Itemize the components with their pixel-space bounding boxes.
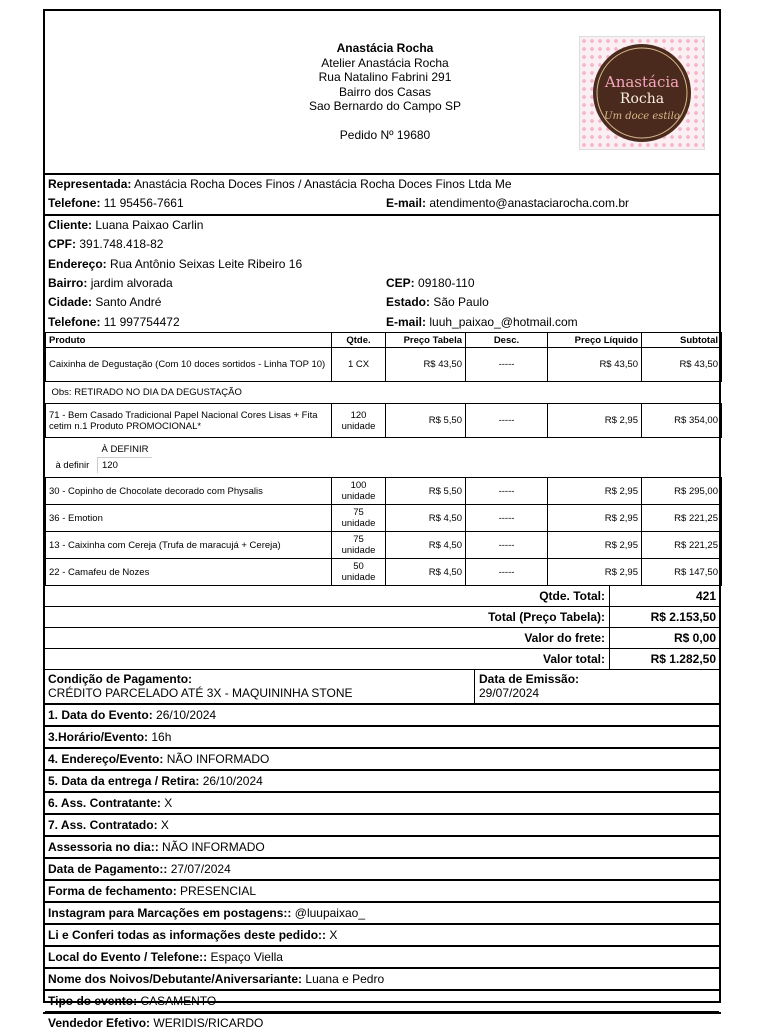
item-qty: 75 unidade [332,505,386,532]
detail-row [45,903,719,925]
total-table-label: Total (Preço Tabela): [45,607,610,627]
client-city: Santo André [95,295,162,310]
item-price: R$ 4,50 [386,505,466,532]
item-net: R$ 2,95 [548,532,642,559]
detail-value: X [160,818,169,833]
client-address: Rua Antônio Seixas Leite Ribeiro 16 [110,256,303,271]
detail-value: Luana e Pedro [305,972,385,987]
col-header-product: Produto [46,333,332,348]
brand-logo [579,36,705,150]
col-header-qty: Qtde. [332,333,386,348]
event-details-section [45,705,719,1033]
item-discount: ----- [466,559,548,586]
table-row [46,348,722,382]
detail-value: X [164,796,173,811]
client-section [45,214,719,332]
client-cep-label: CEP: [386,275,415,290]
item-product: 13 - Caixinha com Cereja (Trufa de maracujá + Cereja) [46,532,332,559]
table-header-row [46,333,722,348]
detail-label: Tipo do evento: [48,994,138,1009]
client-phone-label: Telefone: [48,314,101,329]
detail-label: Forma de fechamento: [48,884,177,899]
company-street: Rua Natalino Fabrini 291 [318,70,452,85]
detail-label: Local do Evento / Telefone:: [48,950,208,965]
item-subtotal: R$ 221,25 [642,532,722,559]
detail-row [45,991,719,1013]
detail-value: PRESENCIAL [180,884,257,899]
table-row [46,559,722,586]
item-discount: ----- [466,478,548,505]
item-net: R$ 2,95 [548,559,642,586]
client-phone: 11 997754472 [103,314,180,329]
freight-value: R$ 0,00 [673,631,716,646]
detail-value: 26/10/2024 [202,774,263,789]
item-price: R$ 4,50 [386,559,466,586]
total-table: R$ 2.153,50 [650,610,716,625]
detail-label: Data de Pagamento:: [48,862,168,877]
client-cpf-label: CPF: [48,237,76,252]
client-state-label: Estado: [386,295,431,310]
grand-total: R$ 1.282,50 [650,652,716,667]
detail-label: 4. Endereço/Evento: [48,752,164,767]
item-subtotal: R$ 147,50 [642,559,722,586]
item-product: 36 - Emotion [46,505,332,532]
payment-condition: CRÉDITO PARCELADO ATÉ 3X - MAQUININHA STONE [48,686,353,701]
detail-label: 1. Data do Evento: [48,708,153,723]
detail-value: X [329,928,338,943]
table-row [46,404,722,438]
item-discount: ----- [466,505,548,532]
item-product: 30 - Copinho de Chocolate decorado com Physalis [46,478,332,505]
freight-label: Valor do frete: [45,628,610,648]
detail-label: 6. Ass. Contratante: [48,796,161,811]
variation-label: à definir [52,458,98,474]
rep-value: Anastácia Rocha Doces Finos / Anastácia Rocha Doces Finos Ltda Me [134,177,512,191]
order-document [43,9,721,1031]
item-net: R$ 2,95 [548,478,642,505]
item-discount: ----- [466,404,548,438]
col-header-discount: Desc. [466,333,548,348]
detail-row [45,881,719,903]
col-header-price: Preço Tabela [386,333,466,348]
detail-value: Espaço Viella [210,950,283,965]
item-subtotal: R$ 43,50 [642,348,722,382]
issue-date-label: Data de Emissão: [479,672,580,687]
total-qty-label: Qtde. Total: [45,586,610,606]
total-qty: 421 [695,589,716,604]
item-net: R$ 43,50 [548,348,642,382]
detail-label: 7. Ass. Contratado: [48,818,158,833]
detail-label: Vendedor Efetivo: [48,1016,151,1031]
detail-label: 5. Data da entrega / Retira: [48,774,200,789]
detail-value: NÃO INFORMADO [162,840,265,855]
variation-header: À DEFINIR [98,442,153,458]
grand-total-label: Valor total: [45,649,610,669]
table-row [46,478,722,505]
detail-value: CASAMENTO [140,994,217,1009]
company-district: Bairro dos Casas [338,84,432,99]
representative-section [45,175,719,214]
detail-row [45,771,719,793]
company-city: Sao Bernardo do Campo SP [308,99,462,114]
client-email: luuh_paixao_@hotmail.com [429,314,578,329]
detail-row [45,793,719,815]
items-table [45,332,722,586]
page-bottom-rule [43,1012,721,1014]
detail-label: Li e Conferi todas as informações deste pedido:: [48,928,327,943]
detail-row [45,859,719,881]
issue-date: 29/07/2024 [479,686,540,701]
client-district: jardim alvorada [90,275,173,290]
col-header-subtotal: Subtotal [642,333,722,348]
detail-row [45,705,719,727]
detail-label: 3.Horário/Evento: [48,730,149,745]
variation-table [52,442,153,473]
client-name: Luana Paixao Carlin [95,217,204,232]
client-address-label: Endereço: [48,256,107,271]
rep-email-label: E-mail: [386,196,427,211]
detail-label: Instagram para Marcações em postagens:: [48,906,292,921]
item-qty: 120 unidade [332,404,386,438]
detail-row [45,837,719,859]
detail-row [45,749,719,771]
detail-value: @luupaixao_ [294,906,365,921]
document-header [45,11,719,175]
item-price: R$ 5,50 [386,478,466,505]
detail-row [45,727,719,749]
item-qty: 1 CX [332,348,386,382]
col-header-net: Preço Líquido [548,333,642,348]
detail-label: Assessoria no dia:: [48,840,159,855]
logo-text-top: Anastácia [604,73,680,91]
totals-section [45,586,719,669]
detail-row [45,815,719,837]
payment-section [45,669,719,705]
logo-tagline: Um doce estilo [604,111,680,122]
detail-value: 16h [151,730,172,745]
client-email-label: E-mail: [386,314,427,329]
client-name-label: Cliente: [48,217,93,232]
client-cpf: 391.748.418-82 [79,237,164,252]
company-info [225,41,545,143]
detail-row [45,947,719,969]
detail-row [45,969,719,991]
detail-value: 27/07/2024 [170,862,231,877]
item-discount: ----- [466,348,548,382]
item-subtotal: R$ 295,00 [642,478,722,505]
item-product: 22 - Camafeu de Nozes [46,559,332,586]
payment-condition-label: Condição de Pagamento: [48,672,193,687]
table-row [46,505,722,532]
variation-value: 120 [102,460,118,472]
order-number: Pedido Nº 19680 [339,127,431,142]
detail-value: NÃO INFORMADO [166,752,270,767]
item-subtotal: R$ 354,00 [642,404,722,438]
client-district-label: Bairro: [48,275,88,290]
item-qty: 100 unidade [332,478,386,505]
table-row [46,532,722,559]
logo-text-mid: Rocha [619,91,665,107]
rep-label: Representada: [48,177,132,191]
item-obs: Obs: RETIRADO NO DIA DA DEGUSTAÇÃO [46,382,722,404]
client-city-label: Cidade: [48,295,93,310]
detail-row [45,925,719,947]
rep-phone: 11 95456-7661 [103,196,184,211]
item-qty: 75 unidade [332,532,386,559]
rep-phone-label: Telefone: [48,196,101,211]
item-price: R$ 43,50 [386,348,466,382]
item-discount: ----- [466,532,548,559]
rep-email: atendimento@anastaciarocha.com.br [429,196,629,211]
detail-row [45,1013,719,1033]
detail-value: 26/10/2024 [156,708,217,723]
company-owner-name: Anastácia Rocha [336,41,434,55]
item-qty: 50 unidade [332,559,386,586]
item-net: R$ 2,95 [548,505,642,532]
detail-label: Nome dos Noivos/Debutante/Aniversariante: [48,972,303,987]
item-price: R$ 4,50 [386,532,466,559]
item-product: 71 - Bem Casado Tradicional Papel Nacional Cores Lisas + Fita cetim n.1 Produto PROMOCIONAL* [46,404,332,438]
company-name: Atelier Anastácia Rocha [321,55,449,70]
item-subtotal: R$ 221,25 [642,505,722,532]
item-product: Caixinha de Degustação (Com 10 doces sortidos - Linha TOP 10) [46,348,332,382]
client-cep: 09180-110 [418,275,475,290]
item-variation-row [46,438,722,478]
client-state: São Paulo [433,295,489,310]
item-price: R$ 5,50 [386,404,466,438]
detail-value: WERIDIS/RICARDO [153,1016,264,1031]
item-net: R$ 2,95 [548,404,642,438]
item-obs-row [46,382,722,404]
